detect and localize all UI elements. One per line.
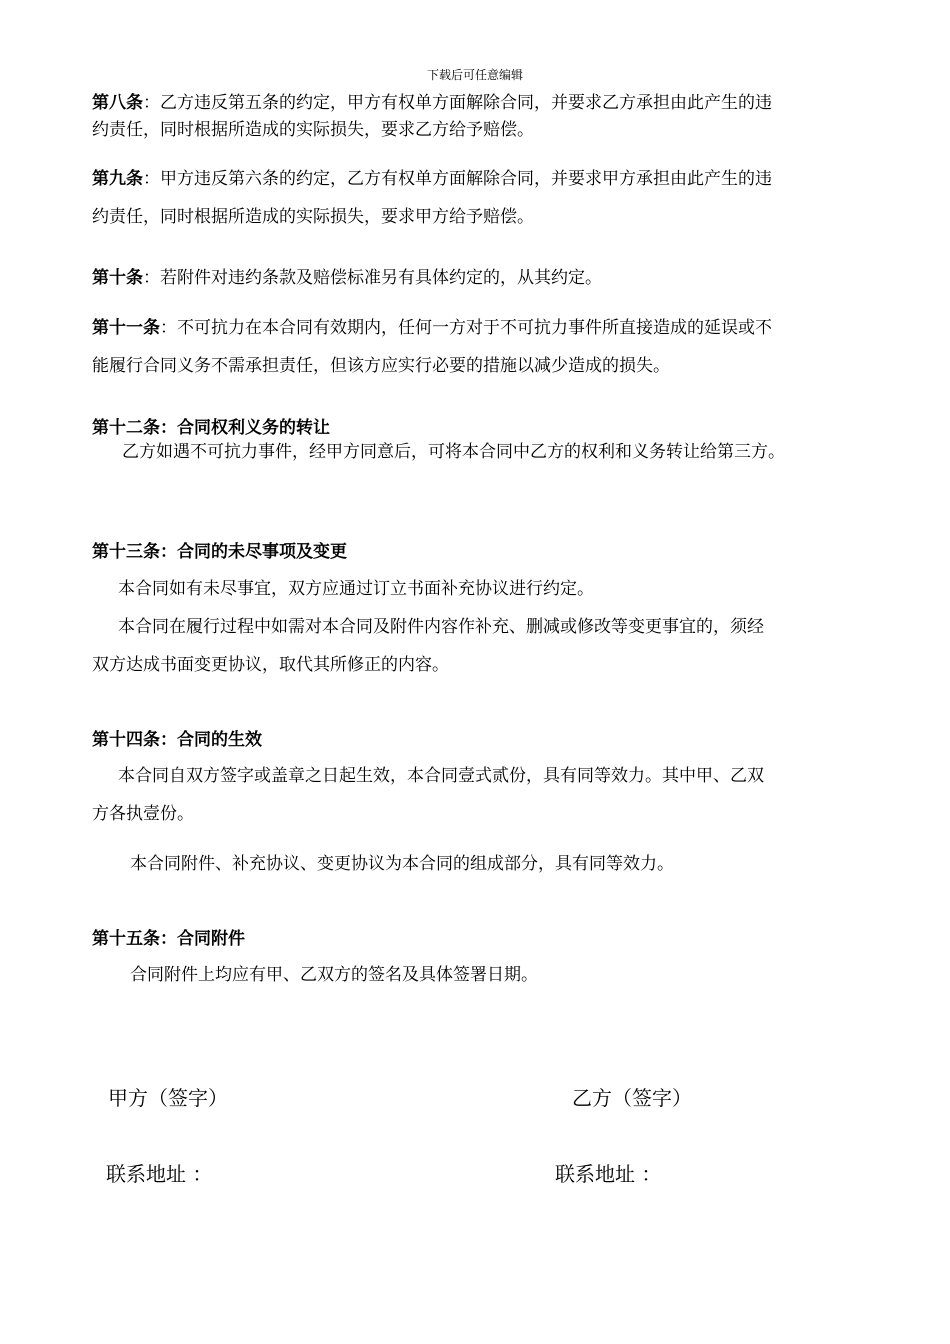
article-13-line-3: 双方达成书面变更协议，取代其所修正的内容。 [92, 655, 449, 675]
article-14-line-3: 本合同附件、补充协议、变更协议为本合同的组成部分，具有同等效力。 [130, 854, 674, 874]
article-11-text: ：不可抗力在本合同有效期内，任何一方对于不可抗力事件所直接造成的延误或不 [160, 318, 772, 338]
article-9-line-2: 约责任，同时根据所造成的实际损失，要求甲方给予赔偿。 [92, 207, 534, 227]
party-a-signature-label: 甲方（签字） [108, 1086, 228, 1110]
party-a-address-label: 联系地址 ： [106, 1162, 213, 1186]
article-8-label: 第八条 [92, 93, 143, 113]
article-13-line-2: 本合同在履行过程中如需对本合同及附件内容作补充、删减或修改等变更事宜的，须经 [118, 617, 764, 637]
article-14-line-1: 本合同自双方签字或盖章之日起生效，本合同壹式贰份，具有同等效力。其中甲、乙双 [118, 766, 764, 786]
article-8-line-2: 约责任，同时根据所造成的实际损失，要求乙方给予赔偿。 [92, 120, 534, 140]
page-header: 下载后可任意编辑 [426, 68, 523, 82]
article-15-title: 第十五条：合同附件 [92, 929, 245, 949]
article-10-label: 第十条 [92, 268, 143, 288]
article-10-line-1 [92, 268, 602, 288]
article-14-line-2: 方各执壹份。 [92, 804, 194, 824]
article-15-line-1: 合同附件上均应有甲、乙双方的签名及具体签署日期。 [130, 965, 538, 985]
article-11-line-2: 能履行合同义务不需承担责任，但该方应实行必要的措施以减少造成的损失。 [92, 356, 670, 376]
article-13-line-1: 本合同如有未尽事宜，双方应通过订立书面补充协议进行约定。 [118, 579, 594, 599]
article-9-text: ：甲方违反第六条的约定，乙方有权单方面解除合同，并要求甲方承担由此产生的违 [143, 169, 772, 189]
party-b-signature-label: 乙方（签字） [572, 1086, 692, 1110]
article-11-line-1 [92, 318, 772, 338]
party-b-address-label: 联系地址 ： [555, 1162, 662, 1186]
article-11-label: 第十一条 [92, 318, 160, 338]
article-12-title: 第十二条：合同权利义务的转让 [92, 418, 330, 438]
article-9-line-1 [92, 169, 772, 189]
article-9-label: 第九条 [92, 169, 143, 189]
article-14-title: 第十四条：合同的生效 [92, 730, 262, 750]
article-8-text: ：乙方违反第五条的约定，甲方有权单方面解除合同，并要求乙方承担由此产生的违 [143, 93, 772, 113]
article-12-line-1: 乙方如遇不可抗力事件，经甲方同意后，可将本合同中乙方的权利和义务转让给第三方。 [122, 442, 785, 462]
article-13-title: 第十三条：合同的未尽事项及变更 [92, 542, 347, 562]
article-10-text: ：若附件对违约条款及赔偿标准另有具体约定的，从其约定。 [143, 268, 602, 288]
article-8-line-1 [92, 93, 772, 113]
